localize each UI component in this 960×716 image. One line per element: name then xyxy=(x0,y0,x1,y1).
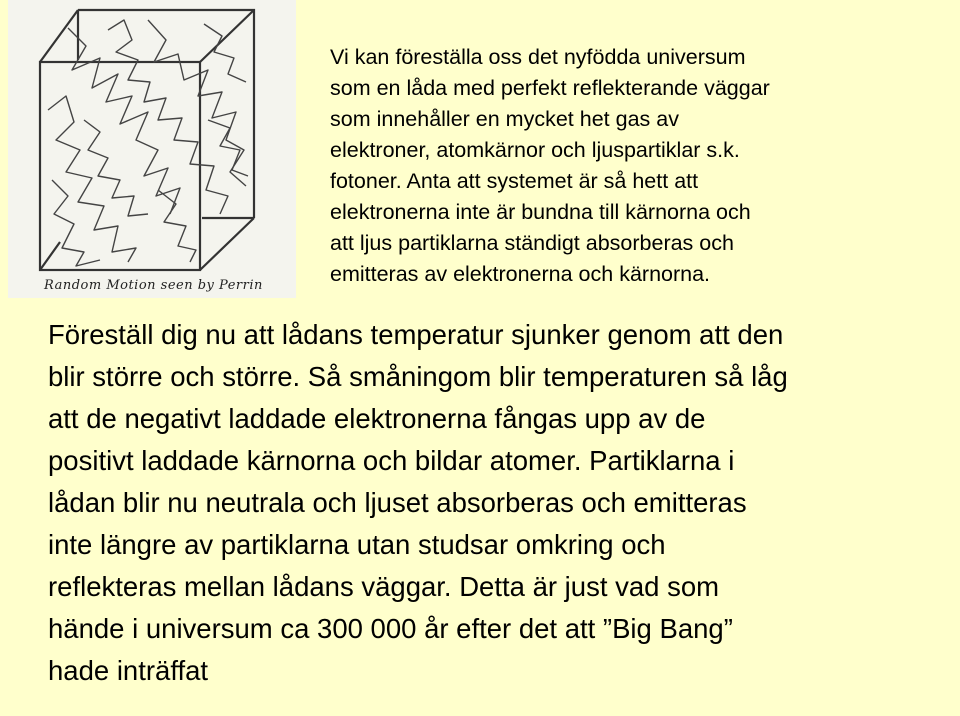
intro-line: elektroner, atomkärnor och ljuspartiklar s.k. xyxy=(330,138,740,162)
walk-path-3 xyxy=(48,96,136,262)
walk-path-6 xyxy=(158,190,196,262)
cube-edge-tl xyxy=(40,10,78,62)
intro-line: Vi kan föreställa oss det nyfödda universum xyxy=(330,45,746,69)
main-line: reflekteras mellan lådans väggar. Detta är just vad som xyxy=(48,571,720,602)
cube-edge-br xyxy=(200,218,254,270)
main-line: hände i universum ca 300 000 år efter det att ”Big Bang” xyxy=(48,613,733,644)
intro-line: att ljus partiklarna ständigt absorberas och xyxy=(330,231,734,255)
main-paragraph xyxy=(48,314,948,692)
cube-edge-bl xyxy=(40,242,60,270)
walk-path-4 xyxy=(108,20,228,214)
intro-line: emitteras av elektronerna och kärnorna. xyxy=(330,262,711,286)
walk-path-5 xyxy=(52,180,100,266)
intro-line: fotoner. Anta att systemet är så hett att xyxy=(330,169,699,193)
intro-line: som en låda med perfekt reflekterande väggar xyxy=(330,76,770,100)
intro-line: som innehåller en mycket het gas av xyxy=(330,107,679,131)
random-motion-figure xyxy=(8,0,296,298)
cube-edge-tr xyxy=(200,10,254,62)
main-line: positivt laddade kärnorna och bildar atomer. Partiklarna i xyxy=(48,445,735,476)
walk-path-2 xyxy=(148,20,246,186)
main-line: hade inträffat xyxy=(48,655,209,686)
cube-outline xyxy=(40,10,254,270)
main-line: blir större och större. Så småningom blir temperaturen så låg xyxy=(48,361,788,392)
cube-front-face xyxy=(40,62,200,270)
intro-line: elektronerna inte är bundna till kärnorna och xyxy=(330,200,751,224)
main-line: att de negativt laddade elektronerna fångas upp av de xyxy=(48,403,706,434)
cube-drawing xyxy=(8,0,296,298)
figure-caption: Random Motion seen by Perrin xyxy=(44,278,263,293)
intro-paragraph xyxy=(330,42,940,290)
main-line: Föreställ dig nu att lådans temperatur sjunker genom att den xyxy=(48,319,784,350)
main-line: lådan blir nu neutrala och ljuset absorberas och emitteras xyxy=(48,487,747,518)
main-line: inte längre av partiklarna utan studsar omkring och xyxy=(48,529,666,560)
